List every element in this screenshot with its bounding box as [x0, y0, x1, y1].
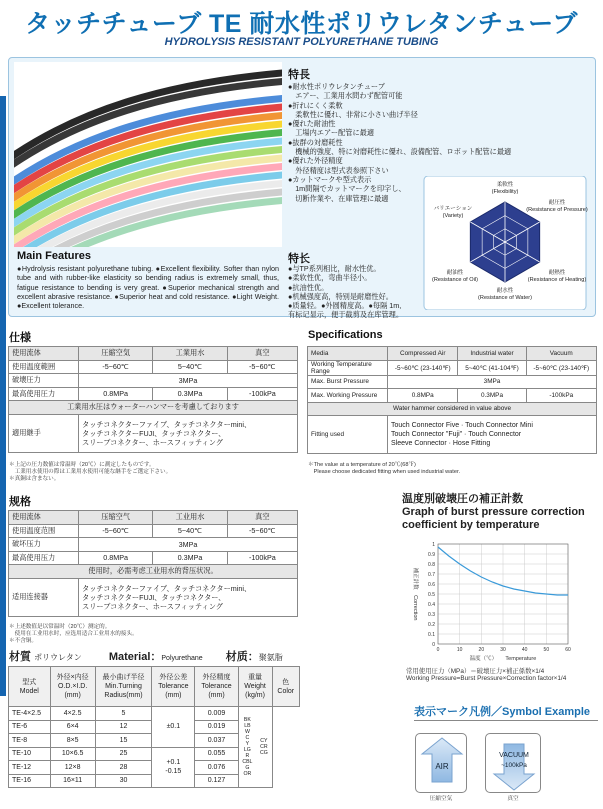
table-row: TE-12 12×8 28 0.076 — [9, 761, 300, 775]
feature-line: 工場内エアー配管に最適 — [288, 128, 375, 138]
spec-en-notes: ＊The value at a temperature of 20℃(68℉) Please choose dedicated fitting when used industrial water. — [308, 462, 461, 475]
feature-line: ●抗油性优。 — [288, 282, 329, 292]
air-symbol — [415, 733, 467, 793]
x-tick-label: 10 — [456, 647, 463, 653]
feature-line: ●耐水性ポリウレタンチューブ — [288, 82, 385, 91]
feature-line: ●カットマークや型式表示 — [288, 174, 372, 184]
y-axis-label: 補正計数 Correction — [412, 567, 418, 621]
features-en-heading: Main Features — [17, 250, 91, 262]
page-title: タッチチューブ TE 耐水性ポリウレタンチューブ — [25, 10, 578, 38]
radar-label-oil: 耐油性 (Resistance of Oil) — [431, 270, 478, 283]
model-table: 型式 Model 外径×内径 O.D.×I.D. (mm) 最小曲げ半径 Min.Turning Radius(mm) 外径公差 Tolerance (mm) 外径精度 Tolerance (mm) 重量 Weight (kg/m) 色 Color TE-4×2.5 4×2.5 5 ±0.1 0.009 BK LB W C Y LG R CBL G OR CY CR CG TE-6 6×4 12 0.019 TE-8 8×5 15 0.037 TE-10 10×6.5 25 +0.1 -0.15 0.055 TE-12 12×8 28 0.076 TE-16 16×11 30 0.127 — [8, 666, 300, 788]
feature-line: ●质量轻。●外圆精度高。●每隔 1m, — [288, 301, 402, 311]
y-tick-label: 0.9 — [428, 552, 435, 558]
x-tick-label: 40 — [521, 647, 528, 653]
x-tick-label: 0 — [436, 647, 440, 653]
vacuum-caption: 真空 — [507, 796, 519, 802]
feature-line: ●折れにくく柔軟 — [288, 100, 343, 110]
table-row: TE-16 16×11 30 0.127 — [9, 774, 300, 788]
vacuum-sub-label: ~100kPa — [501, 762, 527, 769]
features-jp-heading: 特長 — [288, 69, 310, 81]
chart-title: 温度別破壊圧の補正計数 — [402, 493, 523, 505]
y-tick-label: 0.6 — [428, 582, 435, 588]
feature-line: ●抜群の対磨耗性 — [288, 137, 343, 147]
feature-line: 有标记显示，便于截剪及在库管理。 — [288, 310, 404, 320]
symbol-divider — [414, 720, 598, 721]
feature-line: 外径精度は型式表参照下さい — [288, 165, 389, 175]
y-tick-label: 0.7 — [428, 572, 435, 578]
feature-line: ●柔软性优，弯曲半径小。 — [288, 273, 372, 283]
y-tick-label: 1 — [432, 542, 435, 548]
vacuum-label: VACUUM — [499, 752, 529, 759]
tubing-photo — [14, 62, 282, 247]
radar-label-flexibility: 柔軟性 (Flexibility) — [491, 182, 519, 195]
radar-label-heating: 耐熱性 (Resistance of Heating) — [527, 270, 587, 283]
feature-line: 機械的強度、特に対磨耗性に優れ、設備配管、ロボット配管に最適 — [288, 147, 512, 157]
spec-en-heading: Specifications — [308, 329, 383, 341]
table-row: TE-8 8×5 15 0.037 — [9, 734, 300, 748]
side-stripe — [0, 96, 6, 696]
material-line: 材質 ポリウレタン Material：Polyurethane 材质：聚氨脂 — [9, 651, 283, 663]
y-tick-label: 0.4 — [428, 602, 435, 608]
spec-jp-heading: 仕様 — [9, 332, 31, 344]
x-tick-label: 20 — [478, 647, 485, 653]
feature-line: 切断作業や、在庫管理に最適 — [288, 193, 389, 203]
spec-cn-heading: 规格 — [9, 496, 31, 508]
chart-subtitle: Graph of burst pressure correction coefficient by temperature — [402, 506, 585, 531]
spec-jp-table: 使用流体 圧縮空気 工業用水 真空 使用温度範囲 -5~60℃ 5~40℃ -5~60℃ 破壊圧力 3MPa 最高使用圧力 0.8MPa 0.3MPa -100kPa 工業用水圧はウォーターハンマーを考慮しております 適用継手 タッチコネクターファイブ、タッチコネクターmini、 タッチコネクターFUJI、タッチコネクター、 スリーブコネクター、ホースフィッティング — [8, 346, 298, 453]
feature-line: 柔軟性に優れ、非常に小さい曲げ半径 — [288, 109, 418, 119]
y-tick-label: 0 — [432, 642, 435, 648]
x-tick-label: 30 — [500, 647, 506, 653]
page-subtitle: HYDROLYSIS RESISTANT POLYURETHANE TUBING — [164, 36, 439, 48]
spec-jp-notes: ＊上記の圧力数値は常温時（20℃）に測定したものです。 工業用水使用の際は工業用水使用可能な継手をご選定下さい。 ＊真銅は含まない。 — [9, 462, 172, 482]
feature-line: エアー、工業用水問わず配管可能 — [288, 91, 403, 101]
y-tick-label: 0.1 — [428, 632, 435, 638]
y-tick-label: 0.8 — [428, 562, 435, 568]
radar-label-pressure: 耐圧性 (Resistance of Pressure) — [526, 200, 588, 213]
feature-line: 1m間隔でカットマークを印字し、 — [288, 184, 406, 194]
features-en-text: ●Hydrolysis resistant polyurethane tubing. ●Excellent flexibility. Softer than nylon tube and with rubber-like elasticity so bending radius is extremely small, thus, fatigue resistance to bending is very great. ●Superior mechanical strength and excellent abrasive resistance. ●Superior heat and cold resistance. ●Light Weight. ●Excellent tolerance. — [17, 264, 279, 311]
feature-line: ●優れた耐油性 — [288, 119, 336, 129]
features-cn-heading: 特长 — [288, 253, 310, 265]
x-axis-label: 温度（℃） Temperature — [469, 656, 537, 662]
air-label: AIR — [435, 762, 449, 771]
spec-en-table: Media Compressed Air Industrial water Vacuum Working Temperature Range -5~60℃ (23-140℉) 5~40℃ (41-104℉) -5~60℃ (23-140℉) Max. Burst Pressure 3MPa Max. Working Pressure 0.8MPa 0.3MPa -100kPa Water hammer considered in value above Fitting used Touch Connector Five · Touch Connector Mini Touch Connector "Fuji" · Touch Connector Sleeve Connector · Hose Fitting — [307, 346, 597, 454]
feature-line: ●優れた外径精度 — [288, 156, 343, 166]
chart-formula: 常用使用圧力（MPa）＝破壊圧力×補正係数×1/4 Working Pressure=Burst Pressure×Correction factor×1/4 — [406, 668, 567, 682]
vacuum-symbol — [485, 733, 541, 793]
burst-pressure-chart — [400, 536, 600, 666]
spec-cn-table: 使用流体 压缩空气 工业用水 真空 使用温度范围 -5~60℃ 5~40℃ -5~60℃ 破坏压力 3MPa 最高使用压力 0.8MPa 0.3MPa -100kPa 使用时，必需考虑工业用水的背压状况。 适用连接器 タッチコネクターファイブ、タッチコネクターmini、 タッチコネクターFUJI、タッチコネクター、 スリーブコネクター、ホースフィッティング — [8, 510, 298, 617]
spec-cn-notes: ＊上述数值是以常温时（20℃）测定的。 使用在工业用水时，应选用适合工业用水的接头。 ＊不含铜。 — [9, 624, 138, 644]
table-row: TE-10 10×6.5 25 +0.1 -0.15 0.055 — [9, 747, 300, 761]
x-tick-label: 60 — [565, 647, 571, 653]
radar-label-water: 耐水性 (Resistance of Water) — [478, 288, 532, 301]
table-row: TE-6 6×4 12 0.019 — [9, 720, 300, 734]
symbol-heading: 表示マーク凡例／Symbol Example — [414, 706, 591, 718]
feature-line: ●与TP系列相比，耐水性优。 — [288, 264, 381, 273]
x-tick-label: 50 — [543, 647, 550, 653]
feature-line: ●机械强度高，特别是耐磨性好。 — [288, 291, 393, 301]
features-cn-list — [288, 264, 438, 320]
y-tick-label: 0.2 — [428, 622, 435, 628]
table-row: TE-4×2.5 4×2.5 5 ±0.1 0.009 BK LB W C Y LG R CBL G OR CY CR CG — [9, 707, 300, 721]
radar-chart — [420, 176, 590, 310]
y-tick-label: 0.5 — [428, 592, 435, 598]
radar-label-variety: バリエーション (Variety) — [433, 206, 473, 219]
y-tick-label: 0.3 — [428, 612, 435, 618]
air-caption: 圧縮空気 — [429, 796, 453, 802]
